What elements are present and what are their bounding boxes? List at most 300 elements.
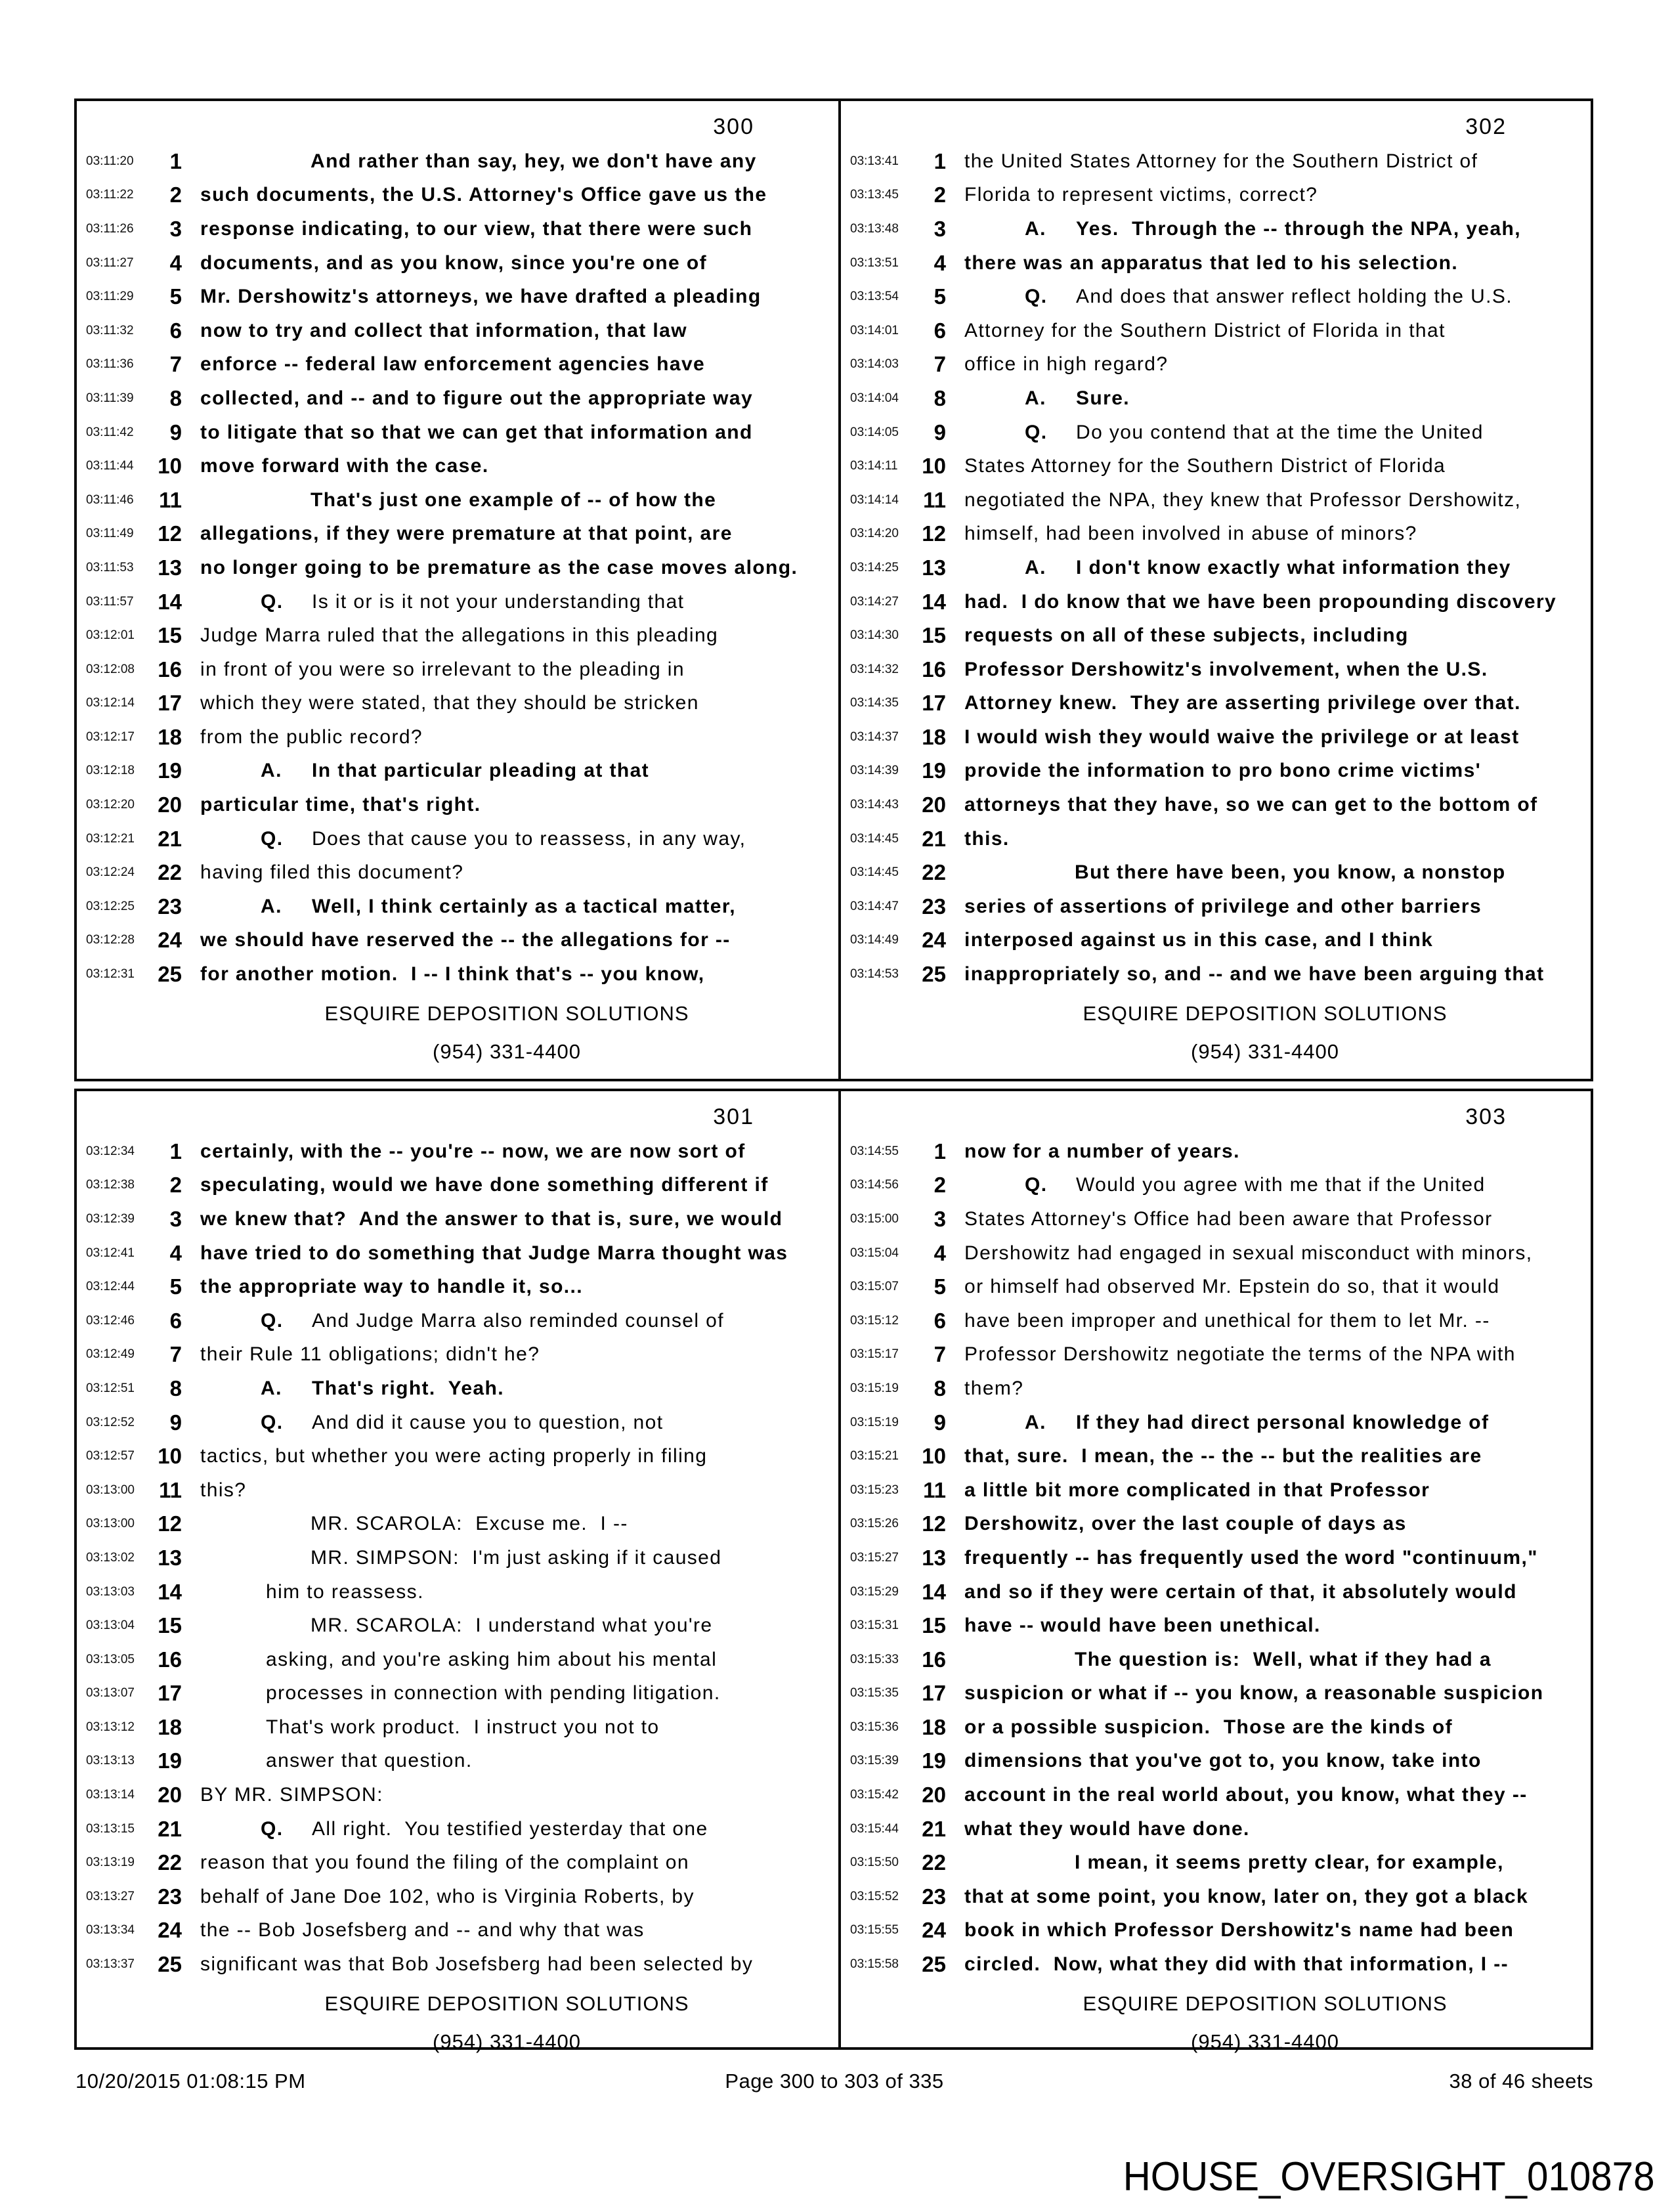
transcript-line [77,924,834,958]
speaker-label: A. [261,895,282,917]
timestamp: 03:13:13 [86,1754,135,1768]
timestamp: 03:14:53 [850,967,899,982]
timestamp: 03:11:42 [86,425,134,439]
line-text: no longer going to be premature as the case moves along. [200,556,798,578]
line-number: 18 [158,1714,182,1739]
timestamp: 03:15:36 [850,1720,899,1734]
timestamp: 03:12:25 [86,899,135,913]
transcript-line [77,1169,834,1203]
line-number: 6 [169,1308,182,1333]
reporting-firm-name: ESQUIRE DEPOSITION SOLUTIONS [324,1992,689,2015]
timestamp: 03:13:07 [86,1686,135,1701]
transcript-line [841,1202,1587,1236]
line-text: Dershowitz, over the last couple of days as [964,1513,1407,1535]
speaker-label: Q. [1025,1174,1048,1196]
line-text: behalf of Jane Doe 102, who is Virginia Roberts, by [200,1885,695,1907]
line-text: or himself had observed Mr. Epstein do so, that it would [964,1276,1500,1298]
line-number: 6 [934,318,946,343]
line-number: 5 [934,284,946,309]
line-number: 5 [169,1274,182,1299]
timestamp: 03:12:38 [86,1178,135,1192]
timestamp: 03:11:20 [86,154,134,168]
line-text: MR. SCAROLA: I understand what you're [311,1615,713,1637]
line-number: 7 [934,352,946,377]
line-number: 18 [922,1714,946,1739]
timestamp: 03:12:01 [86,628,135,643]
timestamp: 03:12:08 [86,662,135,676]
page-number: 303 [1465,1104,1507,1129]
transcript-page-303 [838,1091,1591,2053]
timestamp: 03:11:46 [86,492,134,507]
line-number: 16 [158,657,182,682]
footer-page-range: Page 300 to 303 of 335 [725,2070,944,2093]
timestamp: 03:12:24 [86,865,135,880]
line-text: enforce -- federal law enforcement agencies have [200,353,706,376]
line-number: 6 [934,1308,946,1333]
page-number: 302 [1465,114,1507,139]
line-number: 19 [922,758,946,783]
timestamp: 03:11:22 [86,188,134,202]
line-text: in front of you were so irrelevant to the pleading in [200,658,685,680]
line-number: 25 [922,1952,946,1977]
transcript-line [841,1304,1587,1338]
line-number: 9 [169,420,182,445]
line-number: 20 [158,792,182,817]
timestamp: 03:14:47 [850,899,899,913]
reporting-firm-phone: (954) 331-4400 [433,1040,581,1063]
line-number: 18 [922,724,946,749]
transcript-line [77,144,834,179]
line-number: 23 [158,894,182,919]
line-text: The question is: Well, what if they had a [1075,1648,1492,1670]
transcript-line [77,788,834,822]
transcript-line [77,1609,834,1643]
line-number: 7 [169,352,182,377]
reporting-firm-phone: (954) 331-4400 [433,2030,581,2053]
timestamp: 03:11:53 [86,560,134,575]
line-text: speculating, would we have done something different if [200,1174,769,1196]
transcript-line [841,1135,1587,1169]
transcript-lines [841,144,1587,991]
line-number: 3 [169,1206,182,1231]
transcript-line [77,449,834,483]
transcript-line [841,924,1587,958]
line-text: this. [964,827,1010,850]
transcript-line [841,1236,1587,1270]
timestamp: 03:15:17 [850,1347,899,1362]
transcript-line [841,754,1587,789]
timestamp: 03:11:27 [86,255,134,270]
timestamp: 03:15:19 [850,1381,899,1395]
line-number: 10 [922,454,946,479]
transcript-line [77,1439,834,1473]
line-number: 17 [158,1681,182,1706]
line-number: 22 [158,1850,182,1875]
transcript-line [841,449,1587,483]
transcript-bottom-row [74,1089,1593,2053]
timestamp: 03:13:34 [86,1923,135,1938]
transcript-line [77,1710,834,1745]
line-text: Professor Dershowitz negotiate the terms of the NPA with [964,1343,1516,1366]
timestamp: 03:14:03 [850,357,899,372]
line-text: them? [964,1377,1024,1399]
line-text: certainly, with the -- you're -- now, we are now sort of [200,1140,746,1162]
timestamp: 03:13:41 [850,154,899,168]
transcript-line [841,1541,1587,1575]
line-text: interposed against us in this case, and I think [964,929,1434,951]
transcript-line [77,1541,834,1575]
line-text: Q. Does that cause you to reassess, in any way, [261,827,746,850]
line-text: the appropriate way to handle it, so... [200,1276,584,1298]
line-text: account in the real world about, you know, what they -- [964,1784,1528,1806]
timestamp: 03:12:31 [86,967,135,982]
transcript-line [841,416,1587,450]
transcript-line [841,348,1587,382]
line-number: 1 [169,1139,182,1163]
line-number: 19 [922,1748,946,1773]
line-text: particular time, that's right. [200,794,481,816]
timestamp: 03:12:41 [86,1246,135,1260]
transcript-line [77,585,834,619]
line-number: 18 [158,724,182,749]
transcript-line [77,754,834,789]
line-text: States Attorney's Office had been aware that Professor [964,1207,1493,1230]
line-text: which they were stated, that they should be stricken [200,692,699,714]
transcript-line [841,957,1587,991]
timestamp: 03:15:58 [850,1957,899,1972]
transcript-line [77,381,834,416]
line-text: have tried to do something that Judge Marra thought was [200,1242,788,1264]
line-text: to litigate that so that we can get that information and [200,421,753,443]
line-text: Attorney knew. They are asserting privilege over that. [964,692,1521,714]
timestamp: 03:15:19 [850,1415,899,1429]
timestamp: 03:12:49 [86,1347,135,1362]
transcript-line [77,957,834,991]
line-text: Q. Is it or is it not your understanding that [261,590,685,613]
line-number: 5 [934,1274,946,1299]
line-text: attorneys that they have, so we can get to the bottom of [964,794,1538,816]
timestamp: 03:14:43 [850,798,899,812]
line-number: 4 [169,1240,182,1265]
line-text: him to reassess. [266,1580,424,1603]
timestamp: 03:14:37 [850,729,899,744]
transcript-line [77,1914,834,1948]
reporting-firm-name: ESQUIRE DEPOSITION SOLUTIONS [1083,1002,1448,1025]
line-number: 25 [158,1952,182,1977]
transcript-line [77,653,834,687]
transcript-line [77,1338,834,1372]
timestamp: 03:11:57 [86,594,134,609]
line-number: 16 [922,1647,946,1672]
transcript-line [841,1270,1587,1304]
speaker-label: Q. [261,1817,284,1840]
line-number: 3 [169,216,182,241]
transcript-line [77,1745,834,1779]
transcript-lines [841,1135,1587,1982]
timestamp: 03:15:26 [850,1517,899,1531]
line-number: 14 [158,1579,182,1604]
transcript-line [77,1270,834,1304]
line-text: collected, and -- and to figure out the appropriate way [200,387,754,409]
line-number: 14 [922,1579,946,1604]
transcript-line [841,517,1587,552]
timestamp: 03:11:32 [86,323,134,337]
transcript-line [77,1880,834,1914]
line-text: provide the information to pro bono crime victims' [964,760,1482,782]
line-text: book in which Professor Dershowitz's name had been [964,1919,1514,1941]
timestamp: 03:13:54 [850,290,899,304]
timestamp: 03:13:37 [86,1957,135,1972]
line-text: States Attorney for the Southern District of Florida [964,455,1446,477]
line-text: this? [200,1479,247,1501]
line-text: having filed this document? [200,861,464,884]
line-number: 4 [169,250,182,275]
line-number: 12 [158,521,182,546]
line-number: 13 [158,1545,182,1570]
page-number: 300 [713,114,754,139]
transcript-line [841,381,1587,416]
line-text: we should have reserved the -- the allegations for -- [200,929,731,951]
line-number: 21 [922,1816,946,1841]
line-number: 2 [934,1173,946,1198]
timestamp: 03:13:15 [86,1821,135,1836]
line-text: Mr. Dershowitz's attorneys, we have drafted a pleading [200,286,762,308]
transcript-line [77,687,834,721]
speaker-label: A. [261,760,282,782]
timestamp: 03:12:57 [86,1449,135,1464]
page-number: 301 [713,1104,754,1129]
line-text: and so if they were certain of that, it absolutely would [964,1580,1517,1603]
line-text: answer that question. [266,1750,473,1772]
line-text: that at some point, you know, later on, they got a black [964,1885,1529,1907]
transcript-line [841,280,1587,314]
line-text: suspicion or what if -- you know, a reasonable suspicion [964,1682,1544,1704]
transcript-line [841,551,1587,585]
transcript-line [841,1439,1587,1473]
transcript-line [841,1947,1587,1982]
timestamp: 03:11:36 [86,357,134,372]
line-number: 23 [922,1884,946,1909]
timestamp: 03:13:00 [86,1517,135,1531]
speaker-label: Q. [1025,286,1048,308]
timestamp: 03:12:21 [86,831,135,846]
transcript-line [841,653,1587,687]
line-number: 12 [922,1511,946,1536]
line-text: Q. And Judge Marra also reminded counsel of [261,1309,724,1332]
transcript-lines [77,1135,834,1982]
timestamp: 03:14:30 [850,628,899,643]
line-text: Dershowitz had engaged in sexual misconduct with minors, [964,1242,1533,1264]
transcript-line [77,179,834,213]
transcript-line [77,856,834,890]
line-text: BY MR. SIMPSON: [200,1784,383,1806]
line-number: 8 [169,385,182,410]
timestamp: 03:12:52 [86,1415,135,1429]
line-text: Judge Marra ruled that the allegations in this pleading [200,624,719,647]
line-number: 8 [934,1376,946,1400]
line-text: inappropriately so, and -- and we have been arguing that [964,963,1545,986]
line-number: 13 [922,1545,946,1570]
line-number: 22 [922,860,946,885]
line-number: 8 [169,1376,182,1400]
timestamp: 03:15:42 [850,1788,899,1802]
timestamp: 03:11:44 [86,459,134,473]
transcript-line [841,212,1587,246]
timestamp: 03:15:00 [850,1211,899,1226]
line-number: 16 [158,1647,182,1672]
transcript-line [841,1473,1587,1507]
line-text: frequently -- has frequently used the word "continuum," [964,1546,1538,1569]
timestamp: 03:13:51 [850,255,899,270]
line-number: 12 [922,521,946,546]
transcript-line [841,1643,1587,1677]
transcript-line [77,1236,834,1270]
timestamp: 03:15:27 [850,1550,899,1565]
line-number: 22 [922,1850,946,1875]
speaker-label: Q. [261,827,284,850]
transcript-line [841,788,1587,822]
transcript-line [77,280,834,314]
footer-datetime: 10/20/2015 01:08:15 PM [75,2070,306,2093]
line-text: what they would have done. [964,1817,1250,1840]
timestamp: 03:14:01 [850,323,899,337]
footer-sheet-count: 38 of 46 sheets [1449,2070,1594,2093]
reporting-firm-name: ESQUIRE DEPOSITION SOLUTIONS [324,1002,689,1025]
speaker-label: A. [1025,1411,1046,1433]
line-text: I mean, it seems pretty clear, for example, [1075,1852,1504,1874]
line-number: 9 [169,1410,182,1435]
line-number: 11 [159,1477,182,1502]
line-text: allegations, if they were premature at that point, are [200,523,733,545]
line-text: A. In that particular pleading at that [261,760,650,782]
line-number: 12 [158,1511,182,1536]
transcript-line [77,1947,834,1982]
transcript-line [77,1778,834,1812]
timestamp: 03:12:14 [86,696,135,710]
line-text: tactics, but whether you were acting properly in filing [200,1445,708,1467]
timestamp: 03:15:35 [850,1686,899,1701]
line-text: significant was that Bob Josefsberg had been selected by [200,1953,754,1976]
timestamp: 03:15:04 [850,1246,899,1260]
transcript-lines [77,144,834,991]
timestamp: 03:12:20 [86,798,135,812]
line-number: 1 [934,1139,946,1163]
line-number: 19 [158,758,182,783]
line-number: 25 [922,962,946,987]
timestamp: 03:12:34 [86,1144,135,1158]
timestamp: 03:13:00 [86,1483,135,1497]
line-text: A. Sure. [1025,387,1130,409]
timestamp: 03:14:25 [850,560,899,575]
line-text: from the public record? [200,726,423,748]
timestamp: 03:15:52 [850,1889,899,1903]
timestamp: 03:13:27 [86,1889,135,1903]
line-number: 14 [922,589,946,614]
timestamp: 03:12:18 [86,764,135,778]
timestamp: 03:15:50 [850,1855,899,1870]
line-text: move forward with the case. [200,455,489,477]
transcript-page-302 [838,101,1591,1079]
line-number: 14 [158,589,182,614]
speaker-label: Q. [261,590,284,613]
line-text: Q. And did it cause you to question, not [261,1411,664,1433]
line-number: 21 [922,826,946,851]
timestamp: 03:14:11 [850,459,898,473]
transcript-line [841,179,1587,213]
line-number: 11 [923,487,946,512]
line-number: 2 [934,183,946,207]
transcript-line [841,1880,1587,1914]
line-number: 16 [922,657,946,682]
line-number: 10 [158,1444,182,1469]
timestamp: 03:13:05 [86,1652,135,1666]
line-text: himself, had been involved in abuse of minors? [964,523,1417,545]
timestamp: 03:14:32 [850,662,899,676]
timestamp: 03:12:44 [86,1280,135,1294]
transcript-line [841,890,1587,924]
timestamp: 03:15:23 [850,1483,899,1497]
line-text: the -- Bob Josefsberg and -- and why that was [200,1919,645,1941]
transcript-line [841,1846,1587,1880]
line-text: series of assertions of privilege and other barriers [964,895,1482,917]
timestamp: 03:14:14 [850,492,899,507]
transcript-line [841,618,1587,653]
transcript-line [77,1643,834,1677]
transcript-line [841,1507,1587,1542]
line-number: 3 [934,216,946,241]
line-text: now for a number of years. [964,1140,1240,1162]
transcript-line [77,618,834,653]
timestamp: 03:15:39 [850,1754,899,1768]
timestamp: 03:11:49 [86,527,134,541]
line-text: A. Yes. Through the -- through the NPA, yeah, [1025,217,1521,240]
timestamp: 03:14:56 [850,1178,899,1192]
timestamp: 03:11:26 [86,221,134,236]
line-number: 17 [922,1681,946,1706]
line-text: And rather than say, hey, we don't have any [311,150,757,172]
line-text: have -- would have been unethical. [964,1615,1321,1637]
speaker-label: Q. [261,1411,284,1433]
reporting-firm-phone: (954) 331-4400 [1191,2030,1339,2053]
transcript-line [841,246,1587,280]
transcript-line [841,1745,1587,1779]
transcript-line [77,822,834,856]
transcript-line [841,856,1587,890]
transcript-line [77,890,834,924]
timestamp: 03:15:55 [850,1923,899,1938]
line-number: 4 [934,1240,946,1265]
line-text: that, sure. I mean, the -- the -- but the realities are [964,1445,1482,1467]
transcript-line [77,1846,834,1880]
line-text: That's just one example of -- of how the [311,488,717,511]
line-number: 22 [158,860,182,885]
line-number: 15 [922,623,946,648]
transcript-line [77,517,834,552]
line-text: have been improper and unethical for them to let Mr. -- [964,1309,1490,1332]
transcript-top-row [74,98,1593,1081]
timestamp: 03:12:28 [86,933,135,947]
line-number: 7 [934,1342,946,1367]
timestamp: 03:15:33 [850,1652,899,1666]
bates-number: HOUSE_OVERSIGHT_010878 [1123,2154,1654,2200]
timestamp: 03:13:45 [850,188,899,202]
line-text: the United States Attorney for the Southern District of [964,150,1478,172]
timestamp: 03:11:39 [86,391,134,405]
line-number: 17 [158,691,182,716]
line-text: A. If they had direct personal knowledge of [1025,1411,1490,1433]
line-number: 24 [158,1918,182,1943]
line-text: there was an apparatus that led to his selection. [964,251,1459,274]
